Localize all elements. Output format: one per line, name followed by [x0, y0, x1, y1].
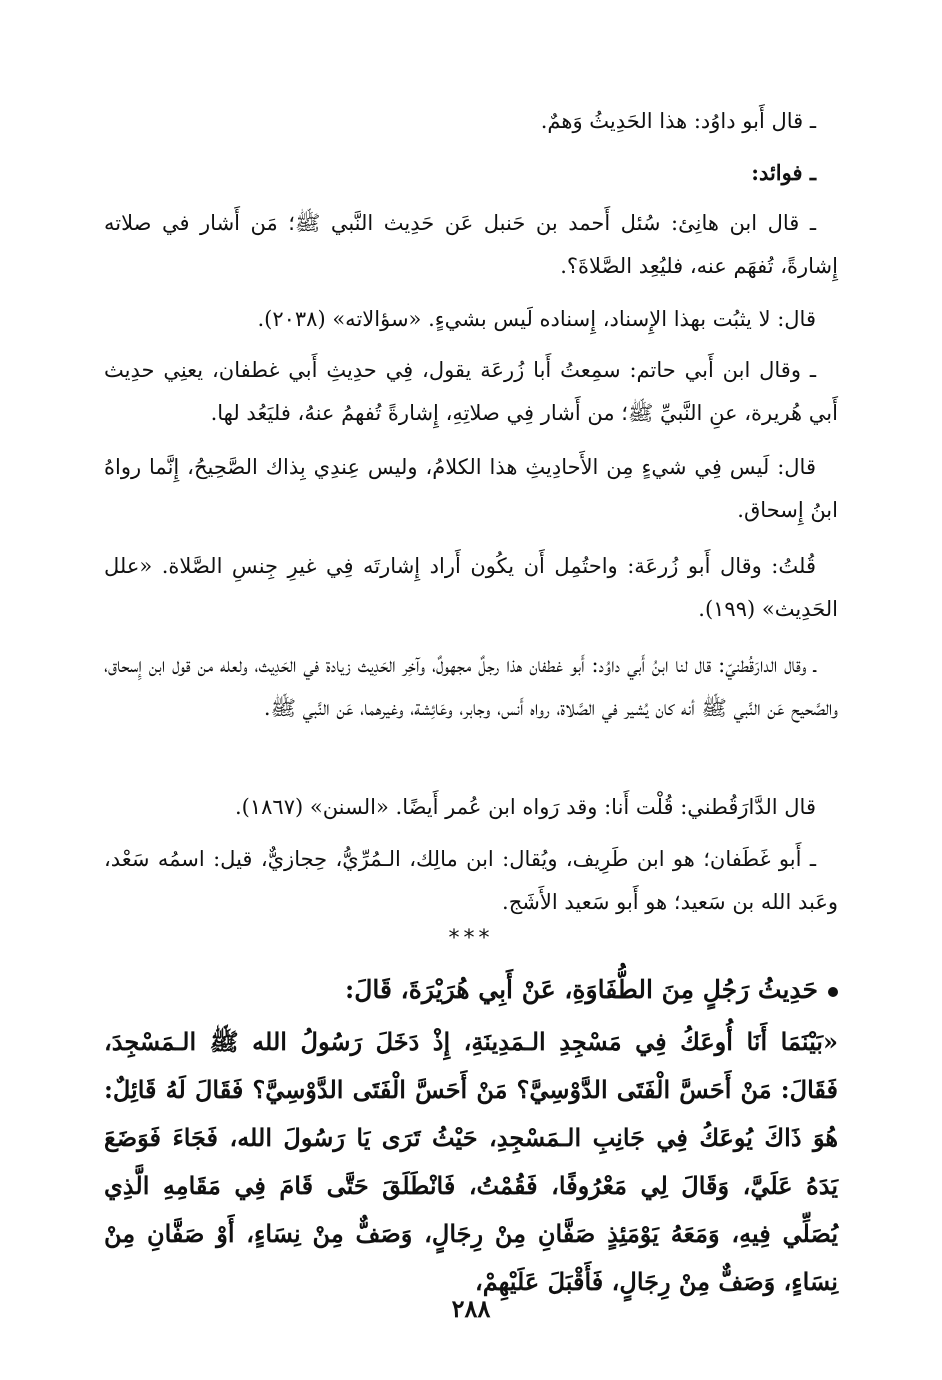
bullet-icon — [828, 987, 838, 997]
section-heading-benefits: ـ فوائد: — [751, 160, 816, 185]
paragraph-qultu: قُلتُ: وقال أَبو زُرعَة: واحتُمِل أَن يكُون أَراد إِشارتَه فِي غيرِ جِنسِ الصَّلاة. «علل الحَدِيث» (١٩٩). — [104, 554, 838, 621]
page-number: ٢٨٨ — [451, 1294, 491, 1323]
paragraph-daraqutni-note: قال الدَّارَقُطني: قُلْت أَنا: وقد رَواه ابن عُمر أَيضًا. «السنن» (١٨٦٧). — [234, 795, 816, 819]
paragraph-ibn-abi-hatim: ـ وقال ابن أَبي حاتم: سمِعتُ أَبا زُرعَة يقول، فِي حدِيثِ أَبي غطفان، يعنِي حدِيث أَبي هُريرة، عنِ النَّبيِّ ﷺ؛ من أَشار فِي صلاتِهِ، إِشارةً تُفهمُ عنهُ، فليَعُد لها. — [104, 358, 838, 425]
paragraph-abu-zura-reply: قال: لَيس فِي شيءٍ مِن الأَحادِيثِ هذا الكلامُ، وليس عِندِي بِذاك الصَّحِيحُ، إِنَّما رواهُ ابنُ إِسحاق. — [104, 455, 838, 522]
hadith-title-text: حَدِيثُ رَجُلٍ مِنَ الطُّفَاوَةِ، عَنْ أَبِي هُرَيْرَةَ، قَالَ: — [344, 975, 818, 1004]
paragraph-abu-dawud-note: ـ قال أَبو داوُد: هذا الحَدِيثُ وَهمٌ. — [540, 109, 816, 133]
hadith-text: «بَيْنَمَا أَنَا أُوعَكُ فِي مَسْجِدِ الـمَدِينَةِ، إِذْ دَخَلَ رَسُولُ الله ﷺ الـمَسْجِدَ، فَقَالَ: مَنْ أَحَسَّ الْفَتَى الدَّوْسِيَّ؟ مَنْ أَحَسَّ الْفَتَى الدَّوْسِيَّ؟ فَقَالَ لَهُ قَائِلٌ: هُوَ ذَاكَ يُوعَكُ فِي جَانِبِ الـمَسْجِدِ، حَيْثُ تَرَى يَا رَسُولَ الله، فَجَاءَ فَوَضَعَ يَدَهُ عَلَيَّ، وَقَالَ لِي مَعْرُوفًا، فَقُمْتُ، فَانْطَلَقَ حَتَّى قَامَ فِي مَقَامِهِ الَّذِي يُصَلِّي فِيهِ، وَمَعَهُ يَوْمَئِذٍ صَفَّانِ مِنْ رِجَالٍ، وَصَفٌّ مِنْ نِسَاءٍ، أَوْ صَفَّانِ مِنْ نِسَاءٍ، وَصَفٌّ مِنْ رِجَالٍ، فَأَقْبَلَ عَلَيْهِمْ، — [104, 1027, 838, 1296]
paragraph-ibn-hani-answer: قال: لا يثبُت بهذا الإِسناد، إِسناده لَيس بشيءٍ. «سؤالاته» (٢٠٣٨). — [257, 307, 816, 331]
paragraph-abu-ghatafan: ـ أَبو غَطَفان؛ هو ابن طَرِيف، ويُقال: ابن مالِك، الـمُرِّيُّ، حِجازيٌّ، قيل: اسمُه سَعْد، وعَبد الله بن سَعيد؛ هو أَبو سَعيد الأَشَج. — [104, 847, 838, 914]
paragraph-ibn-hani: ـ قال ابن هانِئ: سُئل أَحمد بن حَنبل عَن حَدِيث النَّبي ﷺ؛ مَن أَشار في صلاته إِشارةً، تُفهَم عنه، فليُعِد الصَّلاةَ؟. — [104, 211, 838, 278]
section-separator: *** — [448, 926, 494, 951]
paragraph-daraqutni: ـ وقال الدارَقُطنيّ: قال لنا ابنُ أَبي داوُد: أَبو غطفان هذا رجلٌ مجهولٌ، وآخِر الحَدِيث زيادة في الحَدِيث، ولعله من قول ابن إِسحاق، والصَّحيح عَن النَّبي ﷺ أنه كان يُشير في الصَّلاة، رواه أَنس، وجابر، وعَائِشة، وغيرهما، عَن النَّبي ﷺ. — [104, 653, 838, 720]
hadith-title — [104, 968, 838, 1012]
